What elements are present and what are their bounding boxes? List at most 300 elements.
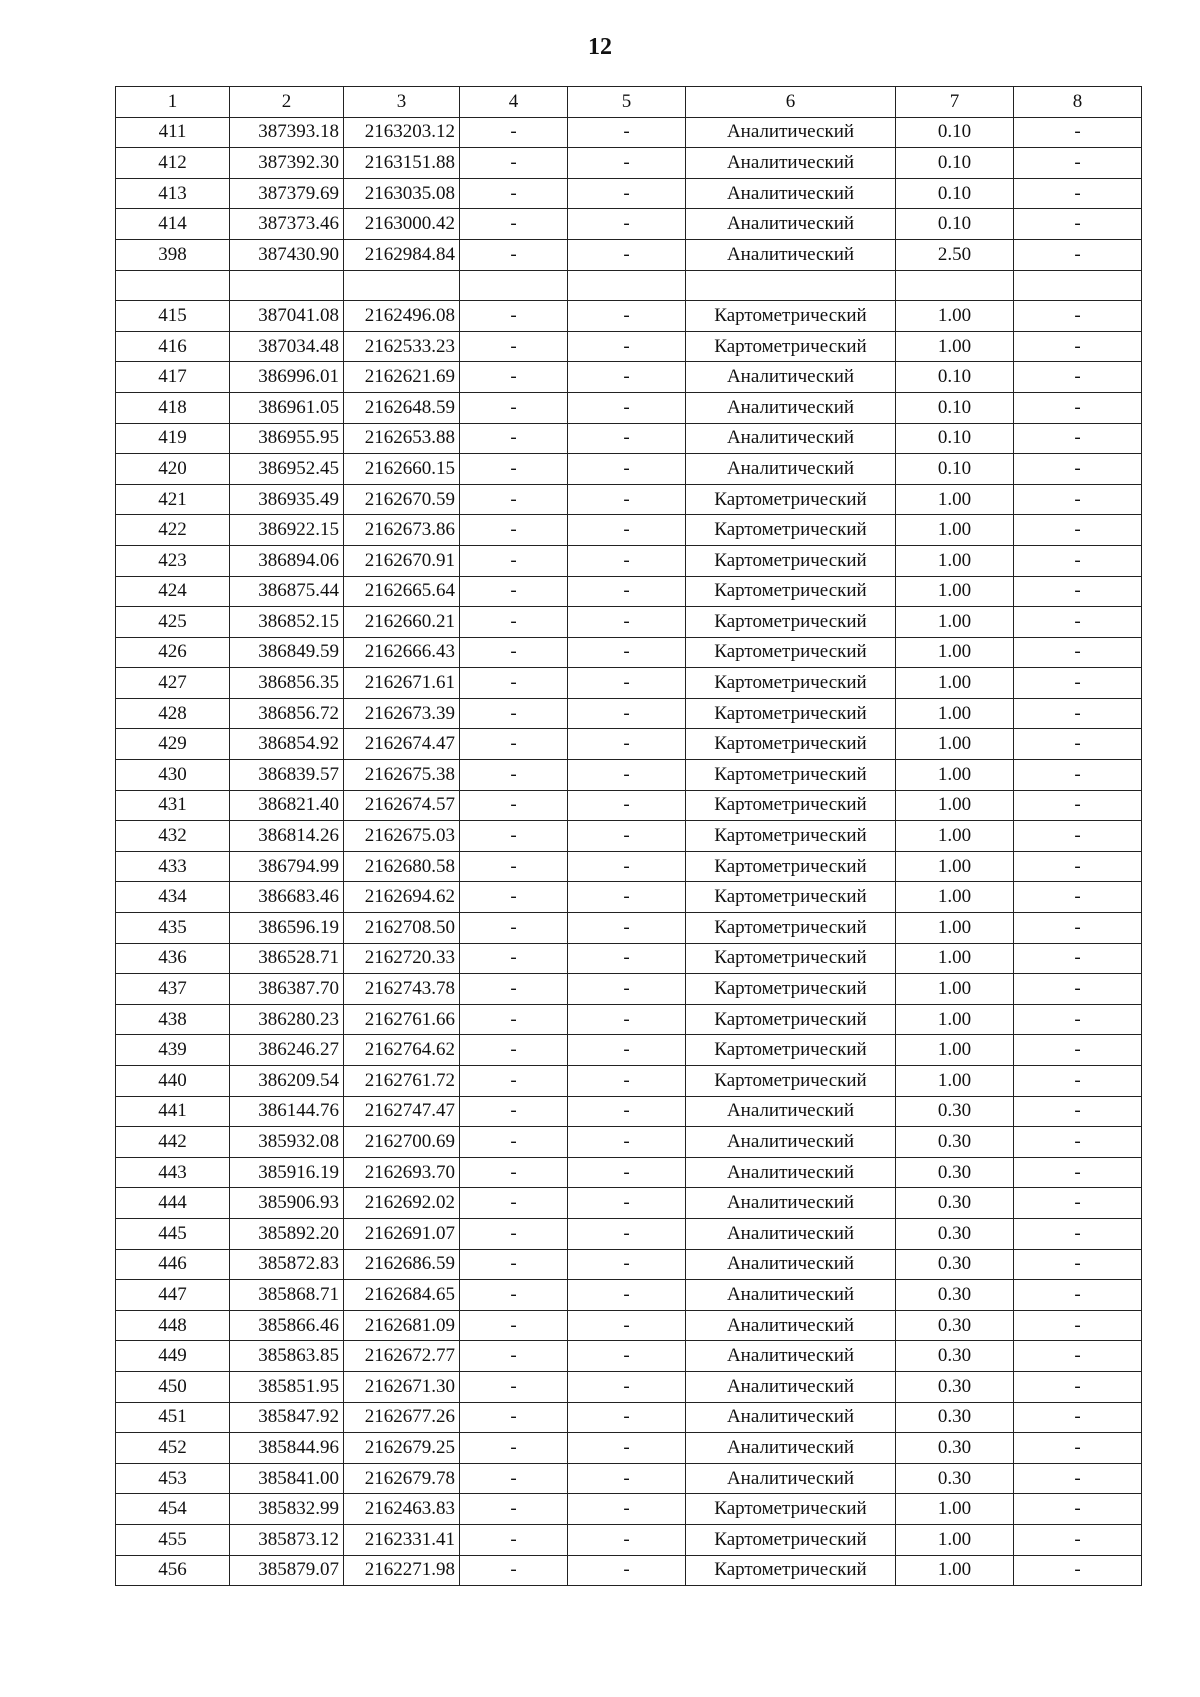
method-cell: Аналитический — [686, 239, 896, 270]
column-4-cell: - — [460, 484, 568, 515]
point-number-cell: 416 — [116, 331, 230, 362]
y-coordinate-cell: 2162743.78 — [344, 974, 460, 1005]
column-5-cell: - — [568, 1402, 686, 1433]
y-coordinate-cell: 2162686.59 — [344, 1249, 460, 1280]
accuracy-cell: 1.00 — [896, 607, 1014, 638]
x-coordinate-cell: 385847.92 — [230, 1402, 344, 1433]
y-coordinate-cell: 2162672.77 — [344, 1341, 460, 1372]
method-cell: Аналитический — [686, 178, 896, 209]
table-row — [116, 178, 1142, 209]
y-coordinate-cell: 2162692.02 — [344, 1188, 460, 1219]
column-5-cell: - — [568, 148, 686, 179]
point-number-cell: 420 — [116, 454, 230, 485]
point-number-cell: 436 — [116, 943, 230, 974]
y-coordinate-cell: 2162675.03 — [344, 821, 460, 852]
accuracy-cell: 0.30 — [896, 1280, 1014, 1311]
method-cell: Аналитический — [686, 1157, 896, 1188]
column-8-cell: - — [1014, 178, 1142, 209]
table-row — [116, 301, 1142, 332]
accuracy-cell: 0.30 — [896, 1341, 1014, 1372]
x-coordinate-cell: 386528.71 — [230, 943, 344, 974]
x-coordinate-cell: 387373.46 — [230, 209, 344, 240]
accuracy-cell: 1.00 — [896, 1555, 1014, 1586]
column-8-cell: - — [1014, 882, 1142, 913]
method-cell — [686, 270, 896, 301]
accuracy-cell: 1.00 — [896, 760, 1014, 791]
table-row — [116, 515, 1142, 546]
point-number-cell: 430 — [116, 760, 230, 791]
point-number-cell: 448 — [116, 1310, 230, 1341]
point-number-cell: 439 — [116, 1035, 230, 1066]
point-number-cell: 424 — [116, 576, 230, 607]
y-coordinate-cell: 2162670.91 — [344, 545, 460, 576]
point-number-cell: 446 — [116, 1249, 230, 1280]
column-8-cell: - — [1014, 1555, 1142, 1586]
accuracy-cell: 1.00 — [896, 1494, 1014, 1525]
column-8-cell: - — [1014, 668, 1142, 699]
point-number-cell: 440 — [116, 1066, 230, 1097]
point-number-cell: 450 — [116, 1371, 230, 1402]
point-number-cell: 414 — [116, 209, 230, 240]
column-5-cell: - — [568, 423, 686, 454]
accuracy-cell: 0.30 — [896, 1433, 1014, 1464]
column-5-cell — [568, 270, 686, 301]
method-cell: Картометрический — [686, 515, 896, 546]
column-4-cell: - — [460, 1494, 568, 1525]
x-coordinate-cell: 385851.95 — [230, 1371, 344, 1402]
column-8-cell — [1014, 270, 1142, 301]
accuracy-cell: 1.00 — [896, 698, 1014, 729]
column-8-cell: - — [1014, 1402, 1142, 1433]
column-8-cell: - — [1014, 545, 1142, 576]
x-coordinate-cell: 387041.08 — [230, 301, 344, 332]
column-4-cell: - — [460, 117, 568, 148]
point-number-cell: 432 — [116, 821, 230, 852]
column-4-cell: - — [460, 515, 568, 546]
method-cell: Картометрический — [686, 943, 896, 974]
method-cell: Аналитический — [686, 1341, 896, 1372]
column-8-cell: - — [1014, 729, 1142, 760]
y-coordinate-cell: 2162621.69 — [344, 362, 460, 393]
column-8-cell: - — [1014, 1524, 1142, 1555]
y-coordinate-cell: 2162677.26 — [344, 1402, 460, 1433]
column-4-cell: - — [460, 331, 568, 362]
accuracy-cell: 1.00 — [896, 821, 1014, 852]
table-row — [116, 576, 1142, 607]
x-coordinate-cell: 386922.15 — [230, 515, 344, 546]
accuracy-cell: 1.00 — [896, 974, 1014, 1005]
x-coordinate-cell: 385863.85 — [230, 1341, 344, 1372]
table-row — [116, 882, 1142, 913]
point-number-cell: 443 — [116, 1157, 230, 1188]
column-4-cell: - — [460, 148, 568, 179]
y-coordinate-cell: 2162679.78 — [344, 1463, 460, 1494]
column-8-cell: - — [1014, 1371, 1142, 1402]
y-coordinate-cell: 2162671.61 — [344, 668, 460, 699]
column-5-cell: - — [568, 943, 686, 974]
column-4-cell: - — [460, 1433, 568, 1464]
y-coordinate-cell: 2162653.88 — [344, 423, 460, 454]
table-row — [116, 1035, 1142, 1066]
point-number-cell: 415 — [116, 301, 230, 332]
column-4-cell: - — [460, 1402, 568, 1433]
method-cell: Картометрический — [686, 1035, 896, 1066]
table-row — [116, 1463, 1142, 1494]
accuracy-cell: 0.30 — [896, 1371, 1014, 1402]
column-5-cell: - — [568, 331, 686, 362]
y-coordinate-cell: 2162496.08 — [344, 301, 460, 332]
column-8-cell: - — [1014, 301, 1142, 332]
column-5-cell: - — [568, 637, 686, 668]
point-number-cell: 452 — [116, 1433, 230, 1464]
table-header-row — [116, 87, 1142, 118]
point-number-cell: 413 — [116, 178, 230, 209]
point-number-cell: 454 — [116, 1494, 230, 1525]
table-row — [116, 1310, 1142, 1341]
x-coordinate-cell: 385906.93 — [230, 1188, 344, 1219]
table-row — [116, 1524, 1142, 1555]
method-cell: Картометрический — [686, 882, 896, 913]
column-5-cell: - — [568, 1066, 686, 1097]
method-cell: Картометрический — [686, 484, 896, 515]
table-row — [116, 637, 1142, 668]
x-coordinate-cell: 386875.44 — [230, 576, 344, 607]
column-5-cell: - — [568, 821, 686, 852]
accuracy-cell: 1.00 — [896, 301, 1014, 332]
method-cell: Аналитический — [686, 423, 896, 454]
accuracy-cell: 0.30 — [896, 1218, 1014, 1249]
method-cell: Аналитический — [686, 209, 896, 240]
point-number-cell: 447 — [116, 1280, 230, 1311]
method-cell: Картометрический — [686, 760, 896, 791]
column-5-cell: - — [568, 1035, 686, 1066]
method-cell: Аналитический — [686, 1310, 896, 1341]
accuracy-cell: 0.10 — [896, 392, 1014, 423]
method-cell: Картометрический — [686, 913, 896, 944]
method-cell: Аналитический — [686, 1280, 896, 1311]
x-coordinate-cell: 386144.76 — [230, 1096, 344, 1127]
point-number-cell: 421 — [116, 484, 230, 515]
accuracy-cell: 1.00 — [896, 1004, 1014, 1035]
method-cell: Картометрический — [686, 1066, 896, 1097]
column-5-cell: - — [568, 1218, 686, 1249]
x-coordinate-cell: 386856.72 — [230, 698, 344, 729]
y-coordinate-cell: 2162674.47 — [344, 729, 460, 760]
x-coordinate-cell: 386952.45 — [230, 454, 344, 485]
y-coordinate-cell: 2162747.47 — [344, 1096, 460, 1127]
header-cell: 3 — [344, 87, 460, 118]
point-number-cell: 455 — [116, 1524, 230, 1555]
point-number-cell: 398 — [116, 239, 230, 270]
x-coordinate-cell: 386596.19 — [230, 913, 344, 944]
method-cell: Аналитический — [686, 1463, 896, 1494]
column-4-cell: - — [460, 209, 568, 240]
x-coordinate-cell: 386854.92 — [230, 729, 344, 760]
column-8-cell: - — [1014, 974, 1142, 1005]
accuracy-cell: 0.10 — [896, 362, 1014, 393]
column-5-cell: - — [568, 515, 686, 546]
x-coordinate-cell: 385892.20 — [230, 1218, 344, 1249]
column-8-cell: - — [1014, 1096, 1142, 1127]
y-coordinate-cell: 2163000.42 — [344, 209, 460, 240]
accuracy-cell — [896, 270, 1014, 301]
column-4-cell: - — [460, 760, 568, 791]
accuracy-cell: 0.30 — [896, 1188, 1014, 1219]
column-5-cell: - — [568, 1494, 686, 1525]
column-8-cell: - — [1014, 148, 1142, 179]
y-coordinate-cell: 2162665.64 — [344, 576, 460, 607]
table-row — [116, 851, 1142, 882]
column-4-cell: - — [460, 1341, 568, 1372]
column-5-cell: - — [568, 974, 686, 1005]
column-4-cell: - — [460, 1096, 568, 1127]
point-number-cell: 437 — [116, 974, 230, 1005]
table-row — [116, 1341, 1142, 1372]
accuracy-cell: 1.00 — [896, 331, 1014, 362]
column-5-cell: - — [568, 1524, 686, 1555]
table-row — [116, 1096, 1142, 1127]
method-cell: Картометрический — [686, 790, 896, 821]
point-number-cell: 442 — [116, 1127, 230, 1158]
point-number-cell: 427 — [116, 668, 230, 699]
x-coordinate-cell: 387430.90 — [230, 239, 344, 270]
table-row — [116, 1127, 1142, 1158]
y-coordinate-cell: 2162764.62 — [344, 1035, 460, 1066]
column-5-cell: - — [568, 1004, 686, 1035]
x-coordinate-cell: 386849.59 — [230, 637, 344, 668]
y-coordinate-cell: 2162694.62 — [344, 882, 460, 913]
x-coordinate-cell: 386856.35 — [230, 668, 344, 699]
table-row — [116, 1157, 1142, 1188]
method-cell: Картометрический — [686, 698, 896, 729]
accuracy-cell: 0.10 — [896, 117, 1014, 148]
point-number-cell: 426 — [116, 637, 230, 668]
x-coordinate-cell: 385866.46 — [230, 1310, 344, 1341]
column-5-cell: - — [568, 178, 686, 209]
point-number-cell: 422 — [116, 515, 230, 546]
table-row — [116, 484, 1142, 515]
point-number-cell: 434 — [116, 882, 230, 913]
column-4-cell: - — [460, 1218, 568, 1249]
column-8-cell: - — [1014, 209, 1142, 240]
y-coordinate-cell: 2162708.50 — [344, 913, 460, 944]
column-4-cell: - — [460, 1066, 568, 1097]
column-4-cell: - — [460, 1555, 568, 1586]
x-coordinate-cell: 386209.54 — [230, 1066, 344, 1097]
x-coordinate-cell: 385841.00 — [230, 1463, 344, 1494]
column-8-cell: - — [1014, 1310, 1142, 1341]
column-8-cell: - — [1014, 790, 1142, 821]
table-row — [116, 1004, 1142, 1035]
point-number-cell: 423 — [116, 545, 230, 576]
accuracy-cell: 0.30 — [896, 1463, 1014, 1494]
column-4-cell: - — [460, 545, 568, 576]
column-8-cell: - — [1014, 1218, 1142, 1249]
accuracy-cell: 1.00 — [896, 484, 1014, 515]
table-row — [116, 974, 1142, 1005]
method-cell: Картометрический — [686, 821, 896, 852]
column-8-cell: - — [1014, 117, 1142, 148]
column-4-cell: - — [460, 698, 568, 729]
method-cell: Картометрический — [686, 1494, 896, 1525]
method-cell: Картометрический — [686, 331, 896, 362]
accuracy-cell: 0.30 — [896, 1157, 1014, 1188]
x-coordinate-cell: 386996.01 — [230, 362, 344, 393]
column-5-cell: - — [568, 698, 686, 729]
accuracy-cell: 2.50 — [896, 239, 1014, 270]
y-coordinate-cell: 2163203.12 — [344, 117, 460, 148]
column-8-cell: - — [1014, 760, 1142, 791]
table-row — [116, 1280, 1142, 1311]
y-coordinate-cell: 2162674.57 — [344, 790, 460, 821]
x-coordinate-cell: 386821.40 — [230, 790, 344, 821]
column-5-cell: - — [568, 576, 686, 607]
table-row — [116, 790, 1142, 821]
method-cell: Картометрический — [686, 729, 896, 760]
table-row — [116, 1433, 1142, 1464]
column-8-cell: - — [1014, 821, 1142, 852]
column-8-cell: - — [1014, 515, 1142, 546]
x-coordinate-cell: 386683.46 — [230, 882, 344, 913]
column-8-cell: - — [1014, 1280, 1142, 1311]
header-cell: 7 — [896, 87, 1014, 118]
column-4-cell: - — [460, 974, 568, 1005]
point-number-cell: 451 — [116, 1402, 230, 1433]
x-coordinate-cell: 385873.12 — [230, 1524, 344, 1555]
table-row — [116, 1371, 1142, 1402]
y-coordinate-cell: 2162670.59 — [344, 484, 460, 515]
x-coordinate-cell: 386794.99 — [230, 851, 344, 882]
accuracy-cell: 0.10 — [896, 148, 1014, 179]
point-number-cell: 419 — [116, 423, 230, 454]
x-coordinate-cell: 386961.05 — [230, 392, 344, 423]
y-coordinate-cell: 2162984.84 — [344, 239, 460, 270]
column-4-cell: - — [460, 1371, 568, 1402]
y-coordinate-cell: 2162700.69 — [344, 1127, 460, 1158]
column-5-cell: - — [568, 545, 686, 576]
method-cell: Картометрический — [686, 301, 896, 332]
method-cell: Картометрический — [686, 851, 896, 882]
point-number-cell: 429 — [116, 729, 230, 760]
point-number-cell: 444 — [116, 1188, 230, 1219]
table-row — [116, 1555, 1142, 1586]
method-cell: Аналитический — [686, 362, 896, 393]
point-number-cell: 441 — [116, 1096, 230, 1127]
column-4-cell: - — [460, 821, 568, 852]
column-8-cell: - — [1014, 1157, 1142, 1188]
method-cell: Аналитический — [686, 1127, 896, 1158]
y-coordinate-cell: 2162761.72 — [344, 1066, 460, 1097]
column-8-cell: - — [1014, 607, 1142, 638]
x-coordinate-cell: 387379.69 — [230, 178, 344, 209]
table-row — [116, 117, 1142, 148]
column-4-cell: - — [460, 362, 568, 393]
x-coordinate-cell: 386955.95 — [230, 423, 344, 454]
column-8-cell: - — [1014, 913, 1142, 944]
point-number-cell: 433 — [116, 851, 230, 882]
method-cell: Аналитический — [686, 1249, 896, 1280]
y-coordinate-cell: 2162660.15 — [344, 454, 460, 485]
y-coordinate-cell: 2162693.70 — [344, 1157, 460, 1188]
accuracy-cell: 0.10 — [896, 454, 1014, 485]
point-number-cell: 412 — [116, 148, 230, 179]
accuracy-cell: 1.00 — [896, 1524, 1014, 1555]
y-coordinate-cell: 2162681.09 — [344, 1310, 460, 1341]
column-8-cell: - — [1014, 392, 1142, 423]
table-row — [116, 698, 1142, 729]
y-coordinate-cell: 2162684.65 — [344, 1280, 460, 1311]
column-4-cell: - — [460, 943, 568, 974]
header-cell: 2 — [230, 87, 344, 118]
x-coordinate-cell: 386894.06 — [230, 545, 344, 576]
table-row — [116, 545, 1142, 576]
accuracy-cell: 1.00 — [896, 790, 1014, 821]
column-4-cell: - — [460, 1127, 568, 1158]
column-8-cell: - — [1014, 423, 1142, 454]
method-cell: Картометрический — [686, 637, 896, 668]
column-4-cell — [460, 270, 568, 301]
method-cell: Аналитический — [686, 454, 896, 485]
y-coordinate-cell: 2162679.25 — [344, 1433, 460, 1464]
table-row — [116, 1402, 1142, 1433]
column-4-cell: - — [460, 1035, 568, 1066]
table-row — [116, 729, 1142, 760]
table-row — [116, 239, 1142, 270]
table-row — [116, 423, 1142, 454]
x-coordinate-cell: 385932.08 — [230, 1127, 344, 1158]
column-4-cell: - — [460, 1188, 568, 1219]
column-5-cell: - — [568, 668, 686, 699]
column-8-cell: - — [1014, 454, 1142, 485]
accuracy-cell: 0.30 — [896, 1402, 1014, 1433]
column-8-cell: - — [1014, 1494, 1142, 1525]
column-5-cell: - — [568, 1249, 686, 1280]
header-cell: 4 — [460, 87, 568, 118]
column-5-cell: - — [568, 1463, 686, 1494]
column-8-cell: - — [1014, 484, 1142, 515]
point-number-cell: 435 — [116, 913, 230, 944]
accuracy-cell: 1.00 — [896, 851, 1014, 882]
column-4-cell: - — [460, 576, 568, 607]
column-4-cell: - — [460, 454, 568, 485]
method-cell: Картометрический — [686, 668, 896, 699]
column-8-cell: - — [1014, 1066, 1142, 1097]
table-row — [116, 1188, 1142, 1219]
column-8-cell: - — [1014, 1341, 1142, 1372]
header-cell: 1 — [116, 87, 230, 118]
column-4-cell: - — [460, 301, 568, 332]
y-coordinate-cell: 2162666.43 — [344, 637, 460, 668]
column-8-cell: - — [1014, 1249, 1142, 1280]
point-number-cell: 456 — [116, 1555, 230, 1586]
y-coordinate-cell: 2162331.41 — [344, 1524, 460, 1555]
column-5-cell: - — [568, 1371, 686, 1402]
column-5-cell: - — [568, 362, 686, 393]
accuracy-cell: 1.00 — [896, 729, 1014, 760]
column-5-cell: - — [568, 1433, 686, 1464]
x-coordinate-cell: 387034.48 — [230, 331, 344, 362]
column-5-cell: - — [568, 1310, 686, 1341]
accuracy-cell: 1.00 — [896, 545, 1014, 576]
method-cell: Картометрический — [686, 1555, 896, 1586]
method-cell: Аналитический — [686, 1402, 896, 1433]
x-coordinate-cell: 386246.27 — [230, 1035, 344, 1066]
header-cell: 8 — [1014, 87, 1142, 118]
accuracy-cell: 1.00 — [896, 576, 1014, 607]
column-5-cell: - — [568, 1127, 686, 1158]
table-row — [116, 209, 1142, 240]
accuracy-cell: 0.30 — [896, 1096, 1014, 1127]
